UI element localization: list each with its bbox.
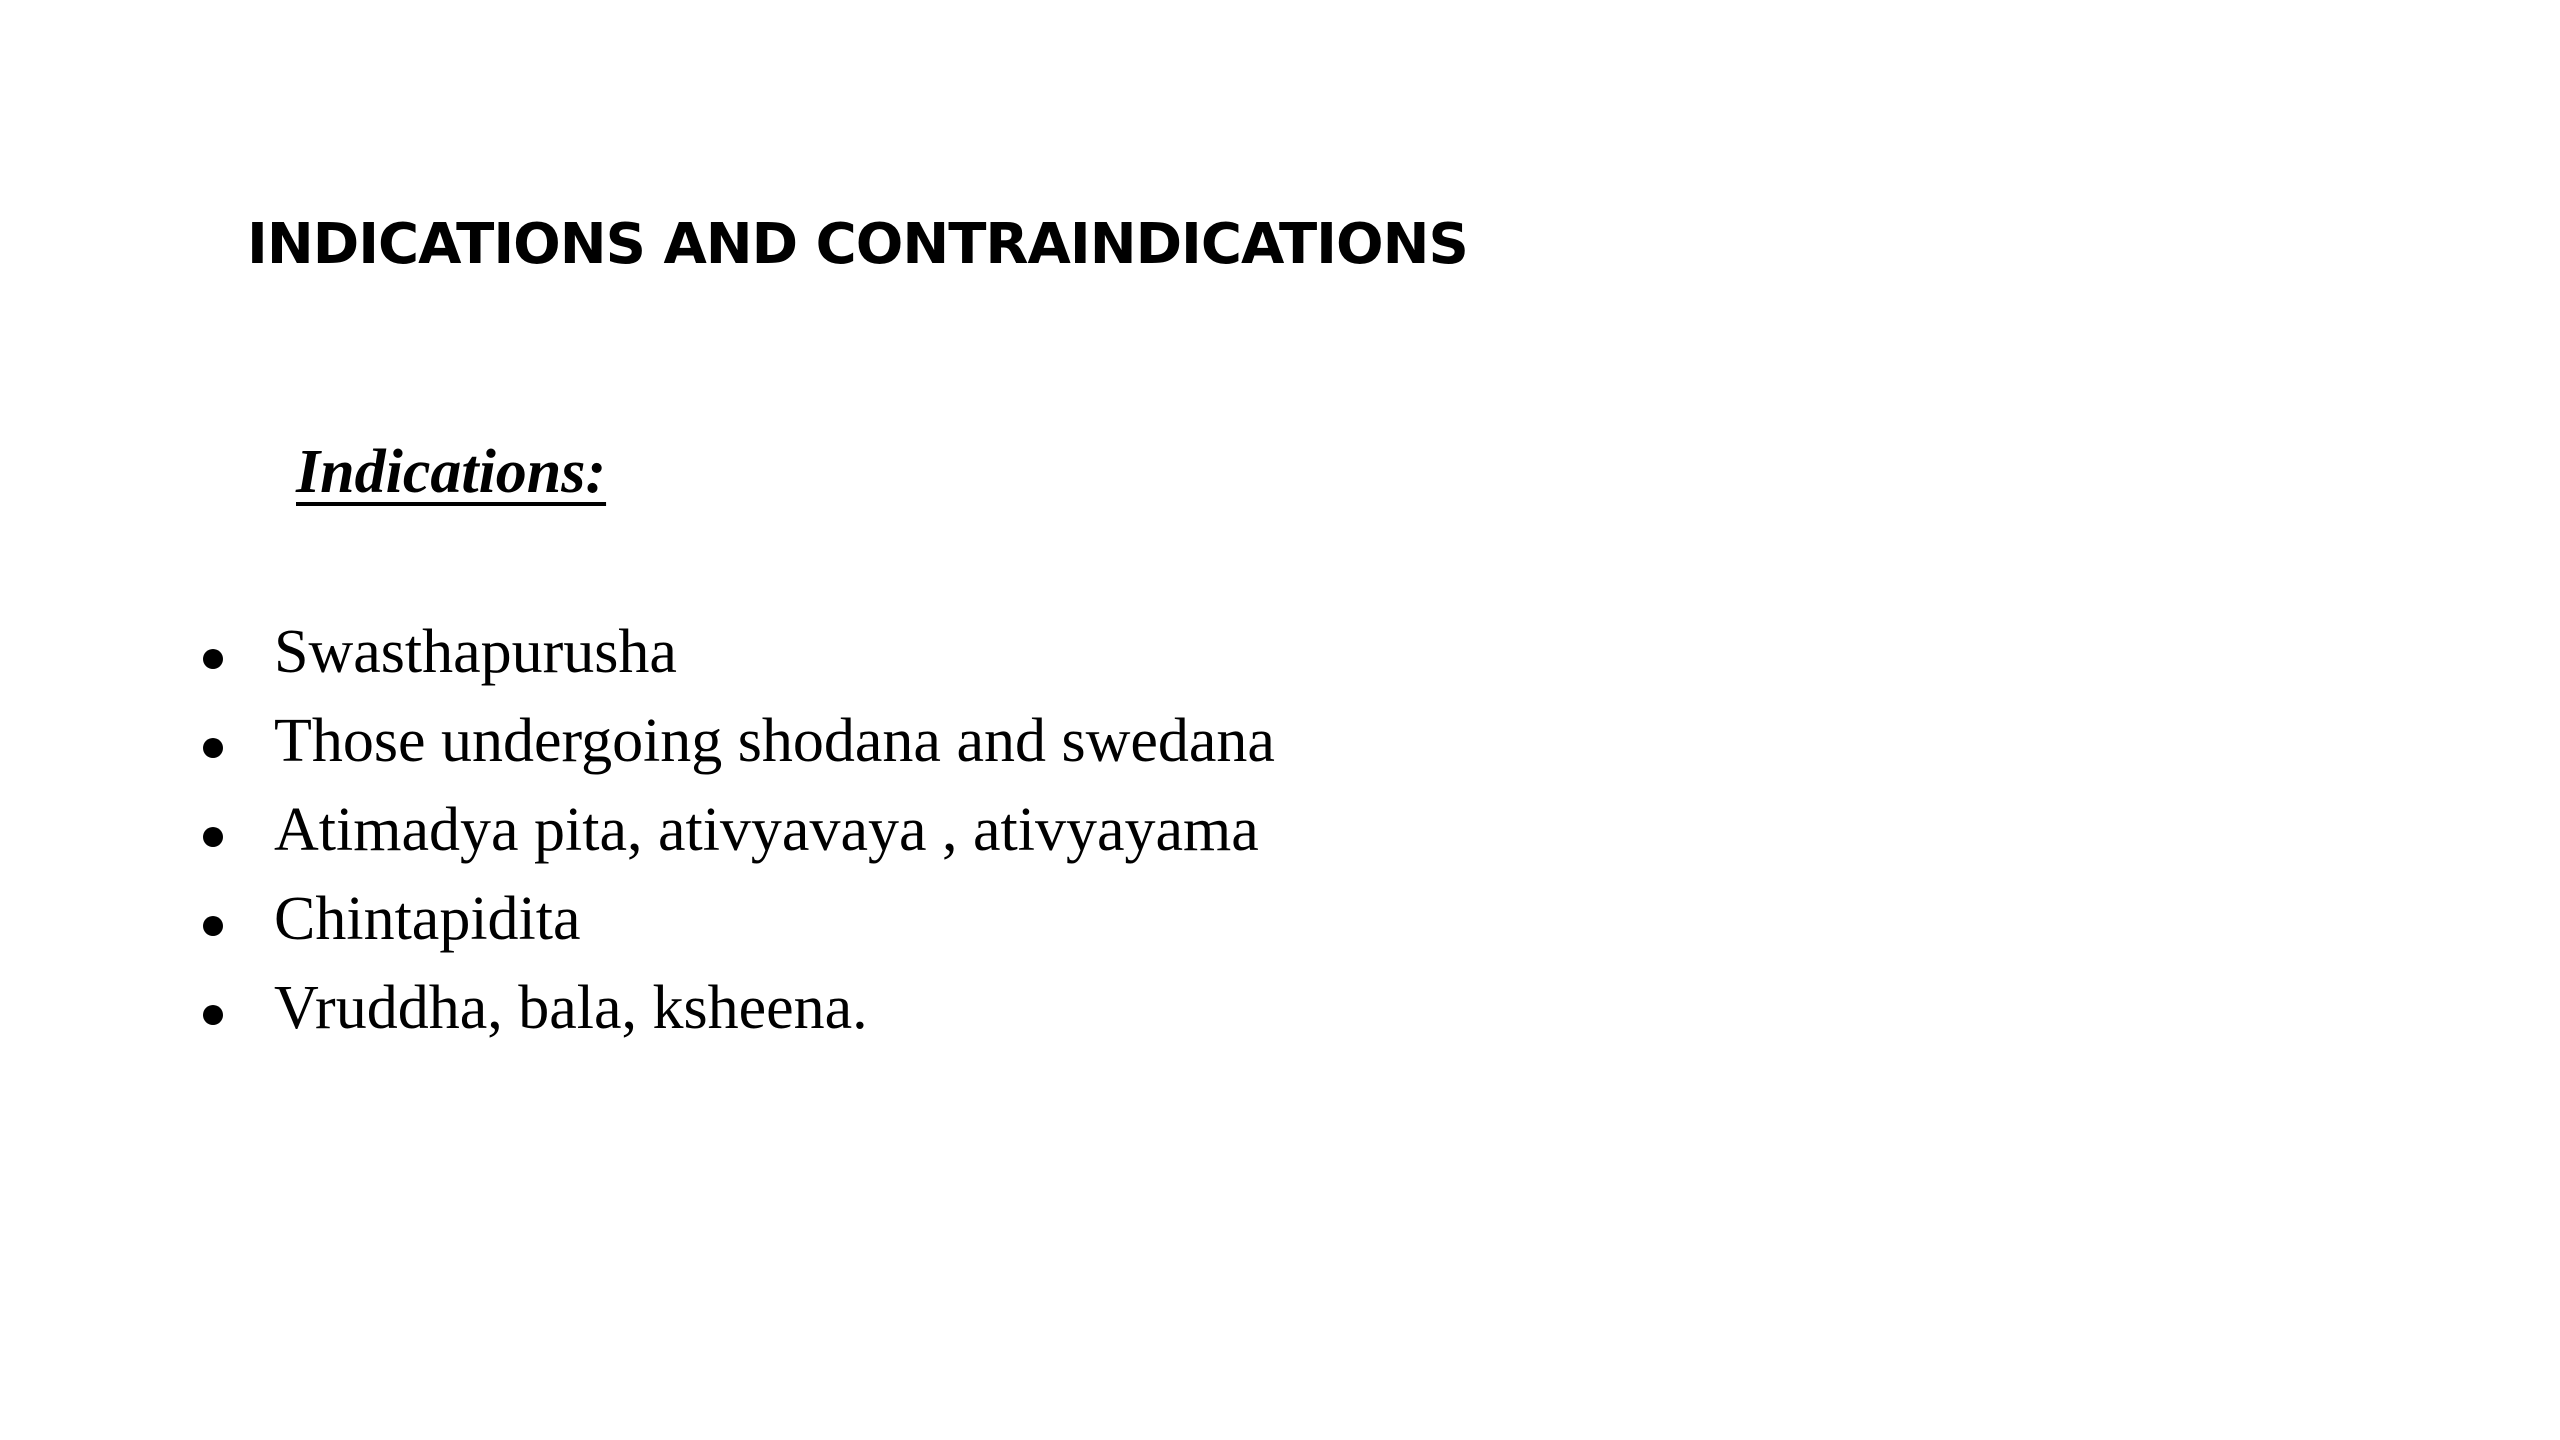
bullet-icon — [203, 827, 223, 847]
bullet-icon — [203, 1005, 223, 1025]
list-item-text: Atimadya pita, ativyavaya , ativyayama — [274, 796, 1259, 864]
list-item-text: Chintapidita — [274, 885, 581, 953]
bullet-icon — [203, 738, 223, 758]
bullet-icon — [203, 916, 223, 936]
list-item-text: Swasthapurusha — [274, 618, 677, 686]
bullet-icon — [203, 649, 223, 669]
slide-title: INDICATIONS AND CONTRAINDICATIONS — [247, 212, 1468, 277]
list-item-text: Vruddha, bala, ksheena. — [274, 974, 868, 1042]
indications-heading: Indications: — [296, 438, 607, 506]
list-item-text: Those undergoing shodana and swedana — [274, 707, 1275, 775]
